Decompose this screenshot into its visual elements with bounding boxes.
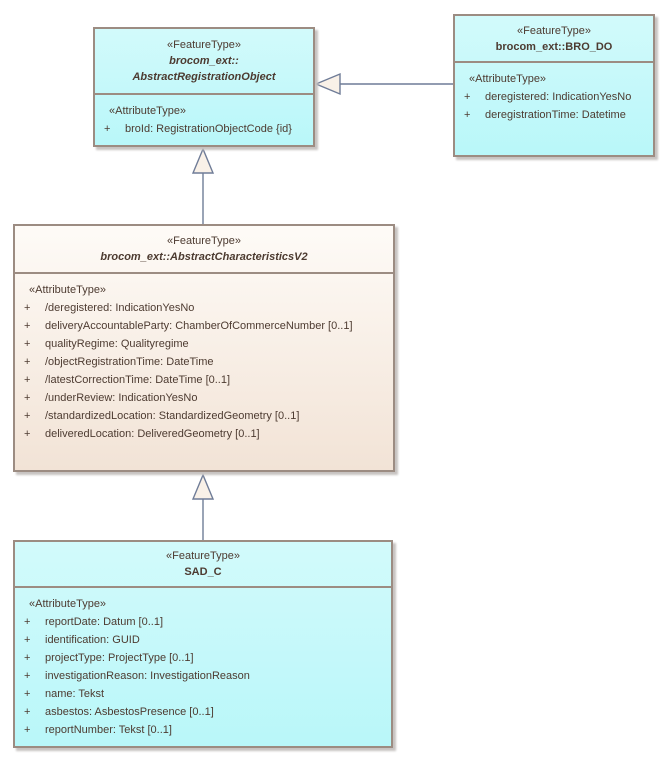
class-attribute-compartment bbox=[15, 274, 393, 470]
class-stereotype: «FeatureType» bbox=[517, 24, 591, 37]
attribute-row bbox=[21, 649, 387, 667]
attribute-text: deregistrationTime: Datetime bbox=[485, 109, 626, 121]
attribute-text: deregistered: IndicationYesNo bbox=[485, 91, 632, 103]
attribute-row bbox=[21, 353, 389, 371]
attribute-text: /objectRegistrationTime: DateTime bbox=[45, 356, 214, 368]
class-abstract-registration-object bbox=[93, 27, 315, 147]
attribute-text: /latestCorrectionTime: DateTime [0..1] bbox=[45, 374, 231, 386]
attribute-stereotype: «AttributeType» bbox=[29, 598, 107, 610]
attribute-text: /deregistered: IndicationYesNo bbox=[45, 302, 195, 314]
attribute-visibility: + bbox=[104, 123, 111, 135]
attribute-visibility: + bbox=[24, 356, 31, 368]
attribute-text: qualityRegime: Qualityregime bbox=[45, 338, 189, 350]
attribute-visibility: + bbox=[24, 634, 31, 646]
attribute-text: reportDate: Datum [0..1] bbox=[45, 616, 163, 628]
attribute-list bbox=[461, 88, 649, 124]
class-header bbox=[15, 226, 393, 274]
attribute-visibility: + bbox=[24, 428, 31, 440]
attribute-row bbox=[21, 389, 389, 407]
class-name: SAD_C bbox=[184, 566, 222, 578]
class-attribute-compartment bbox=[455, 63, 653, 155]
attribute-visibility: + bbox=[24, 688, 31, 700]
attribute-visibility: + bbox=[24, 724, 31, 736]
attribute-text: name: Tekst bbox=[45, 688, 105, 700]
attribute-visibility: + bbox=[24, 392, 31, 404]
attribute-visibility: + bbox=[24, 302, 31, 314]
attribute-row bbox=[461, 88, 649, 106]
attribute-visibility: + bbox=[24, 338, 31, 350]
attribute-row bbox=[21, 703, 387, 721]
attribute-text: investigationReason: InvestigationReason bbox=[45, 670, 250, 682]
attribute-row bbox=[21, 407, 389, 425]
attribute-visibility: + bbox=[24, 616, 31, 628]
class-name: AbstractRegistrationObject bbox=[132, 71, 276, 83]
attribute-stereotype: «AttributeType» bbox=[109, 105, 187, 117]
attribute-text: deliveryAccountableParty: ChamberOfCommerceNumber [0..1] bbox=[45, 320, 353, 332]
generalization-arrow-sadc-to-characteristics bbox=[193, 475, 213, 540]
class-sad-c bbox=[13, 540, 393, 748]
attribute-row bbox=[21, 317, 389, 335]
class-bro-do bbox=[453, 14, 655, 157]
attribute-text: asbestos: AsbestosPresence [0..1] bbox=[45, 706, 214, 718]
class-header bbox=[455, 16, 653, 63]
attribute-visibility: + bbox=[464, 109, 471, 121]
class-attribute-compartment bbox=[15, 588, 391, 746]
attribute-visibility: + bbox=[24, 374, 31, 386]
attribute-row bbox=[21, 721, 387, 739]
attribute-list bbox=[21, 299, 389, 443]
class-name: brocom_ext::AbstractCharacteristicsV2 bbox=[100, 251, 308, 263]
attribute-list bbox=[21, 613, 387, 739]
attribute-list bbox=[101, 120, 309, 138]
attribute-visibility: + bbox=[24, 652, 31, 664]
class-header bbox=[15, 542, 391, 588]
attribute-text: broId: RegistrationObjectCode {id} bbox=[125, 123, 292, 135]
attribute-text: /underReview: IndicationYesNo bbox=[45, 392, 198, 404]
class-abstract-characteristics-v2 bbox=[13, 224, 395, 472]
generalization-arrow-brodo-to-abstractregistrationobject bbox=[316, 74, 453, 94]
attribute-row bbox=[21, 335, 389, 353]
class-name: brocom_ext::BRO_DO bbox=[495, 40, 613, 53]
attribute-visibility: + bbox=[24, 706, 31, 718]
attribute-row bbox=[21, 299, 389, 317]
attribute-row bbox=[21, 371, 389, 389]
attribute-row bbox=[461, 106, 649, 124]
attribute-visibility: + bbox=[24, 670, 31, 682]
attribute-visibility: + bbox=[24, 410, 31, 422]
attribute-text: reportNumber: Tekst [0..1] bbox=[45, 724, 172, 736]
attribute-row bbox=[21, 613, 387, 631]
attribute-text: identification: GUID bbox=[45, 634, 140, 646]
class-stereotype: «FeatureType» bbox=[167, 235, 241, 247]
attribute-row bbox=[21, 631, 387, 649]
attribute-visibility: + bbox=[24, 320, 31, 332]
attribute-row bbox=[21, 425, 389, 443]
attribute-visibility: + bbox=[464, 91, 471, 103]
attribute-text: /standardizedLocation: StandardizedGeometry [0..1] bbox=[45, 410, 300, 422]
class-attribute-compartment bbox=[95, 95, 313, 145]
attribute-text: projectType: ProjectType [0..1] bbox=[45, 652, 194, 664]
class-stereotype: «FeatureType» bbox=[167, 39, 241, 51]
class-stereotype: «FeatureType» bbox=[166, 550, 240, 562]
attribute-row bbox=[21, 685, 387, 703]
attribute-stereotype: «AttributeType» bbox=[29, 284, 107, 296]
generalization-arrow-characteristics-to-abstractregistrationobject bbox=[193, 149, 213, 224]
attribute-text: deliveredLocation: DeliveredGeometry [0..1] bbox=[45, 428, 260, 440]
attribute-stereotype: «AttributeType» bbox=[469, 73, 547, 85]
class-header bbox=[95, 29, 313, 95]
class-name: brocom_ext:: bbox=[169, 55, 239, 67]
attribute-row bbox=[101, 120, 309, 138]
attribute-row bbox=[21, 667, 387, 685]
